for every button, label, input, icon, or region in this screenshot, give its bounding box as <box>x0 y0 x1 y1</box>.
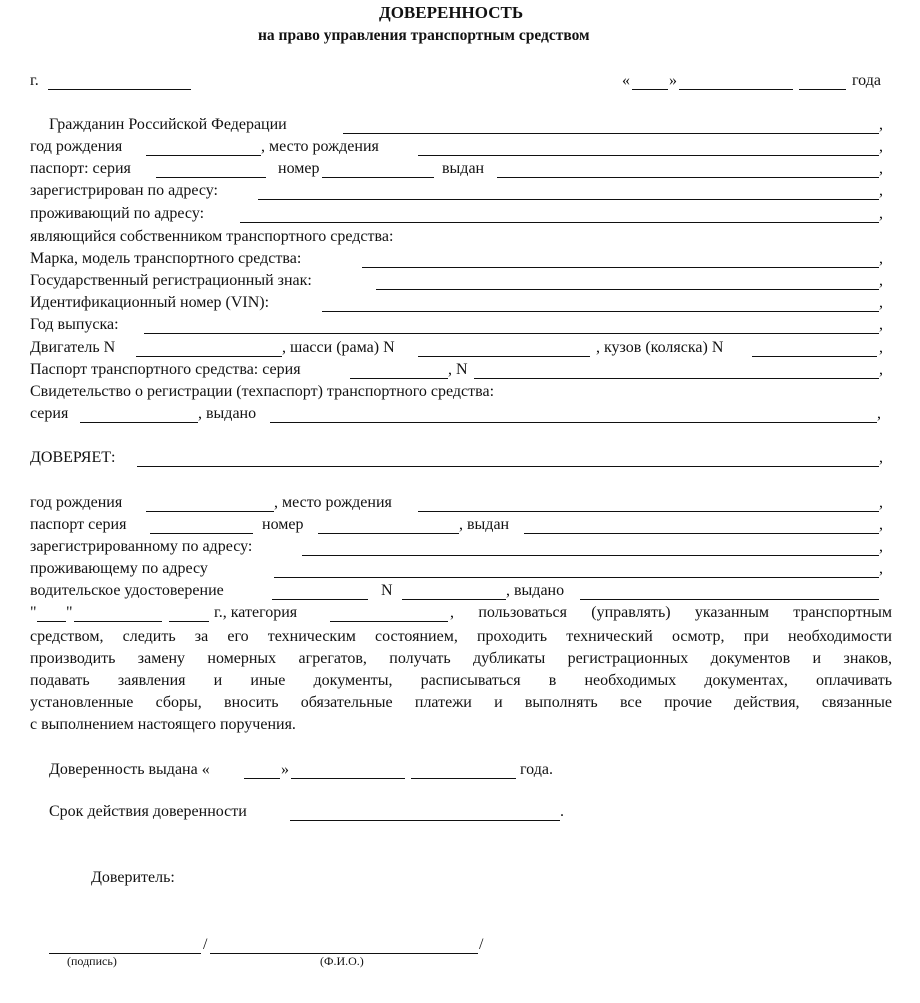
comma: , <box>879 160 883 177</box>
body-label: , кузов (коляска) N <box>596 339 724 356</box>
comma: , <box>879 316 883 333</box>
comma: , <box>879 339 883 356</box>
powers-line-5: установленные сборы, вносить обязательные платежи и выполнять все прочие действия, связанные <box>30 694 892 711</box>
chassis-label: , шасси (рама) N <box>282 339 395 356</box>
agent-passport-series-field[interactable] <box>150 533 253 534</box>
registered-label: зарегистрирован по адресу: <box>30 182 218 199</box>
comma: , <box>879 560 883 577</box>
registered-address-field[interactable] <box>258 199 879 200</box>
category-field[interactable] <box>330 621 448 622</box>
plate-field[interactable] <box>376 289 879 290</box>
license-label: водительское удостоверение <box>30 582 224 599</box>
license-series-field[interactable] <box>272 599 368 600</box>
engine-label: Двигатель N <box>30 339 116 356</box>
agent-birth-place-field[interactable] <box>418 511 879 512</box>
comma: , <box>879 294 883 311</box>
passport-series-field[interactable] <box>156 177 266 178</box>
powers-line-6: с выполнением настоящего поручения. <box>30 716 296 733</box>
powers-paragraph <box>30 626 892 736</box>
signature-caption: (подпись) <box>67 954 117 968</box>
comma: , <box>879 205 883 222</box>
issued-month-field[interactable] <box>291 778 405 779</box>
agent-name-field[interactable] <box>137 466 879 467</box>
date-open-quote: « <box>622 72 630 89</box>
document-title: ДОВЕРЕННОСТЬ <box>379 3 524 22</box>
comma: , <box>879 138 883 155</box>
chassis-number-field[interactable] <box>418 356 590 357</box>
body-number-field[interactable] <box>752 356 877 357</box>
comma: , <box>879 250 883 267</box>
license-number-field[interactable] <box>402 599 506 600</box>
city-label: г. <box>30 72 39 89</box>
vehicle-make-field[interactable] <box>362 267 879 268</box>
passport-issued-label: выдан <box>442 160 485 177</box>
issued-close-quote: » <box>281 761 289 778</box>
agent-passport-number-label: номер <box>262 516 304 533</box>
comma: , <box>879 538 883 555</box>
slash: / <box>479 936 484 953</box>
pts-series-field[interactable] <box>350 378 448 379</box>
agent-registered-address-field[interactable] <box>302 555 879 556</box>
engine-number-field[interactable] <box>136 356 282 357</box>
issued-label: Доверенность выдана « <box>49 761 210 778</box>
date-day-field[interactable] <box>632 89 668 90</box>
cert-series-label: серия <box>30 405 69 422</box>
dot: . <box>560 803 564 820</box>
quote-close: " <box>66 604 73 621</box>
license-n-label: N <box>381 582 393 599</box>
principal-sign-label: Доверитель: <box>91 869 175 886</box>
pts-n-label: , N <box>448 361 468 378</box>
cert-issued-field[interactable] <box>270 422 877 423</box>
document-subtitle: на право управления транспортным средством <box>258 27 590 44</box>
agent-passport-series-label: паспорт серия <box>30 516 127 533</box>
slash: / <box>203 936 208 953</box>
powers-line-1: , пользоваться (управлять) указанным транспортным <box>450 604 892 621</box>
issued-day-field[interactable] <box>244 778 280 779</box>
quote-open: " <box>30 604 37 621</box>
comma: , <box>879 182 883 199</box>
license-issued-field[interactable] <box>580 599 879 600</box>
issued-year-label: года. <box>520 761 553 778</box>
date-close-quote: » <box>669 72 677 89</box>
comma: , <box>879 494 883 511</box>
vin-field[interactable] <box>322 311 879 312</box>
vehicle-make-label: Марка, модель транспортного средства: <box>30 250 302 267</box>
comma: , <box>879 272 883 289</box>
agent-passport-issued-field[interactable] <box>524 533 879 534</box>
vehicle-year-label: Год выпуска: <box>30 316 119 333</box>
plate-label: Государственный регистрационный знак: <box>30 272 312 289</box>
trusts-label: ДОВЕРЯЕТ: <box>30 449 116 466</box>
issued-year-field[interactable] <box>411 778 516 779</box>
powers-line-2: средством, следить за его техническим состоянием, проходить технический осмотр, при необходимости <box>30 628 892 645</box>
year-label: года <box>852 72 881 89</box>
comma: , <box>879 361 883 378</box>
birth-place-label: , место рождения <box>261 138 379 155</box>
date-year-field[interactable] <box>799 89 846 90</box>
residing-label: проживающий по адресу: <box>30 205 205 222</box>
comma: , <box>879 516 883 533</box>
birth-year-label: год рождения <box>30 138 123 155</box>
agent-passport-issued-label: , выдан <box>459 516 510 533</box>
agent-registered-label: зарегистрированному по адресу: <box>30 538 253 555</box>
passport-series-label: паспорт: серия <box>30 160 131 177</box>
agent-birth-place-label: , место рождения <box>274 494 392 511</box>
vehicle-year-field[interactable] <box>144 333 879 334</box>
license-issued-label: , выдано <box>506 582 565 599</box>
birth-place-field[interactable] <box>418 155 879 156</box>
comma: , <box>877 405 881 422</box>
registration-cert-label: Свидетельство о регистрации (техпаспорт) транспортного средства: <box>30 383 495 400</box>
passport-number-field[interactable] <box>322 177 434 178</box>
year-category-label: г., категория <box>214 604 298 621</box>
agent-passport-number-field[interactable] <box>318 533 459 534</box>
cert-issued-label: , выдано <box>198 405 257 422</box>
powers-line-4: подавать заявления и иные документы, расписываться в необходимых документах, оплачивать <box>30 672 892 689</box>
comma: , <box>879 116 883 133</box>
license-month-field[interactable] <box>74 621 162 622</box>
pts-number-field[interactable] <box>474 378 879 379</box>
passport-number-label: номер <box>278 160 320 177</box>
agent-birth-year-field[interactable] <box>146 511 274 512</box>
citizen-label: Гражданин Российской Федерации <box>49 116 287 133</box>
cert-series-field[interactable] <box>80 422 198 423</box>
comma: , <box>879 449 883 466</box>
residing-address-field[interactable] <box>240 222 879 223</box>
pts-label: Паспорт транспортного средства: серия <box>30 361 301 378</box>
citizen-name-field[interactable] <box>343 133 879 134</box>
date-month-field[interactable] <box>679 89 793 90</box>
license-year-field[interactable] <box>169 621 209 622</box>
agent-residing-label: проживающему по адресу <box>30 560 208 577</box>
agent-birth-year-label: год рождения <box>30 494 123 511</box>
passport-issued-field[interactable] <box>497 177 879 178</box>
validity-field[interactable] <box>290 820 560 821</box>
city-field[interactable] <box>48 89 191 90</box>
license-day-field[interactable] <box>37 621 66 622</box>
birth-year-field[interactable] <box>146 155 261 156</box>
vin-label: Идентификационный номер (VIN): <box>30 294 270 311</box>
powers-line-3: производить замену номерных агрегатов, получать дубликаты регистрационных документов и знаков, <box>30 650 892 667</box>
owner-label: являющийся собственником транспортного средства: <box>30 228 394 245</box>
agent-residing-address-field[interactable] <box>274 577 879 578</box>
validity-label: Срок действия доверенности <box>49 803 247 820</box>
full-name-caption: (Ф.И.О.) <box>320 954 364 968</box>
